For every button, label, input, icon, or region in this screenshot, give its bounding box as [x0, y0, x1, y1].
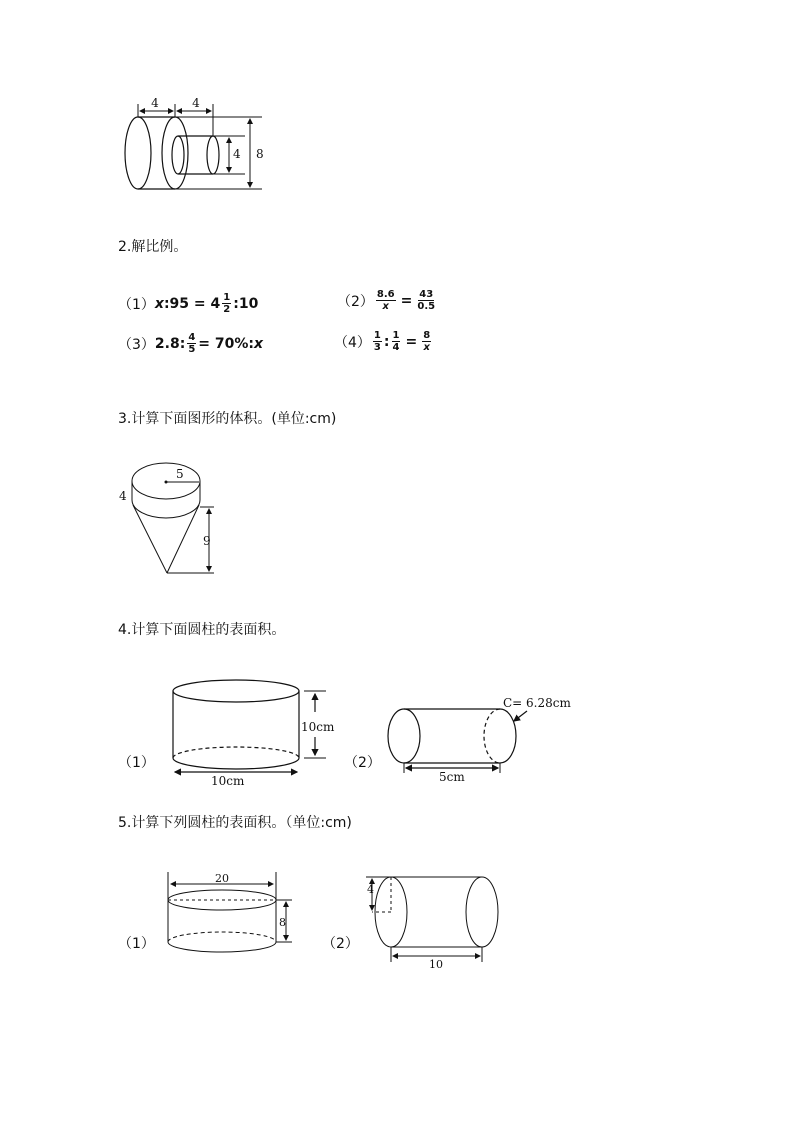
q4-length-2: 5cm	[439, 770, 465, 784]
dim-right: 4	[192, 96, 200, 110]
q4-label-1: （1）	[118, 755, 155, 771]
cone-height-label: 9	[203, 534, 211, 548]
cyl-height-label: 4	[119, 489, 127, 503]
q3-title: 3.计算下面图形的体积。(单位:cm)	[118, 411, 337, 427]
q4-height-1: 10cm	[301, 720, 335, 734]
q2-title: 2.解比例。	[118, 239, 188, 255]
q4-diameter-1: 10cm	[211, 774, 245, 788]
q2-problem-2: （2） $\frac{8.6}{x}$ = $\frac{43}{0.5}$	[337, 289, 436, 312]
q5-diameter-1: 20	[215, 872, 229, 885]
dim-left: 4	[151, 96, 159, 110]
q4-label-2: （2）	[344, 755, 381, 771]
dim-inner: 4	[233, 147, 241, 161]
dim-outer: 8	[256, 147, 264, 161]
q5-label-1: （1）	[118, 936, 155, 952]
q4-circumference-2: C= 6.28cm	[503, 696, 571, 710]
q5-title: 5.计算下列圆柱的表面积。（单位:cm)	[118, 815, 352, 831]
q4-title: 4.计算下面圆柱的表面积。	[118, 622, 286, 638]
q5-height-1: 8	[279, 916, 286, 929]
q2-problem-4: （4） $\frac{1}{3}$ : $\frac{1}{4}$ = $\frac{8}{x}$	[334, 330, 431, 353]
q5-length-2: 10	[429, 958, 443, 971]
q2-problem-1: （1） x :95 = 4 $\frac{1}{2}$ :10	[118, 292, 259, 315]
q2-problem-3: （3） 2.8: $\frac{4}{5}$ = 70%: x	[118, 332, 264, 355]
radius-label: 5	[176, 467, 184, 481]
q5-label-2: （2）	[322, 936, 359, 952]
q5-radius-2: 4	[367, 883, 374, 896]
